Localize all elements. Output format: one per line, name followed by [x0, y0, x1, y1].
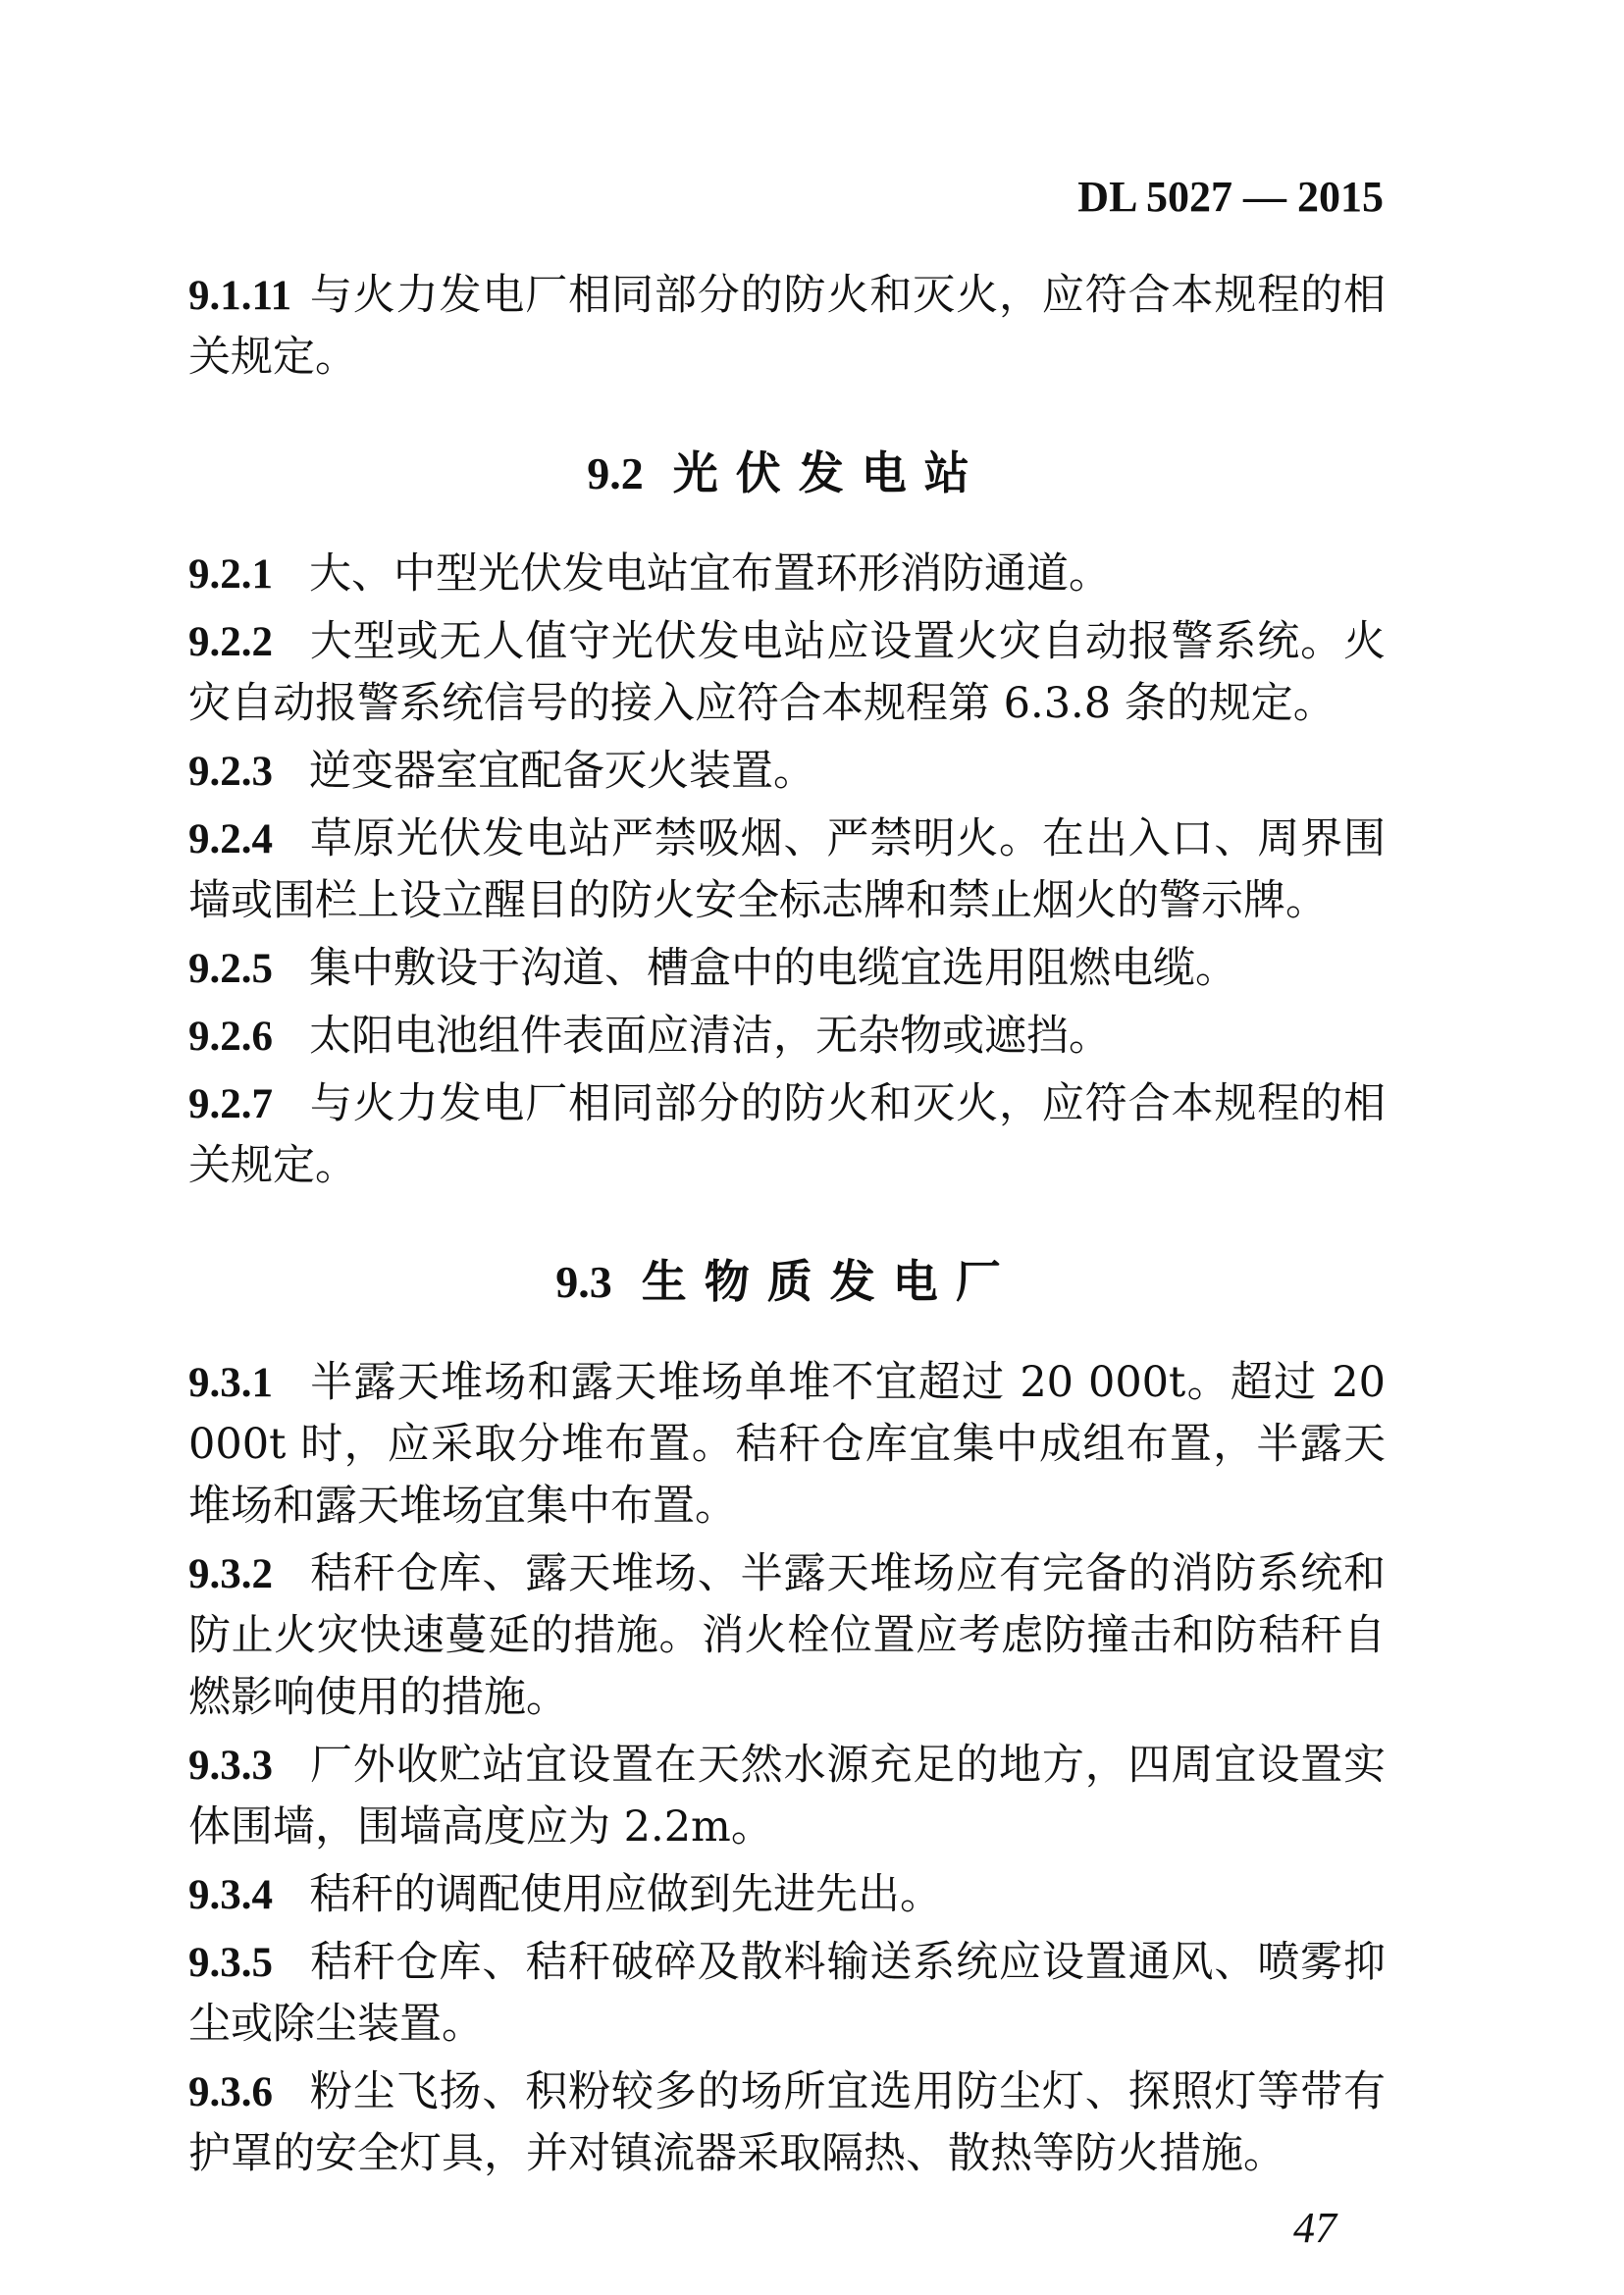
page-number: 47: [1293, 2204, 1336, 2252]
clause-9-3-2: [188, 1543, 1386, 1729]
clause-text: 与火力发电厂相同部分的防火和灭火，应符合本规程的相关规定。: [188, 1079, 1386, 1190]
clause-9-3-1: [188, 1352, 1386, 1538]
clause-number: 9.2.4: [188, 816, 273, 862]
section-heading-9-3: [188, 1246, 1386, 1311]
clause-number: 9.3.3: [188, 1743, 273, 1789]
clause-text: 大、中型光伏发电站宜布置环形消防通道。: [309, 549, 1111, 599]
section-number: 9.2: [587, 448, 644, 498]
clause-number: 9.2.7: [188, 1081, 273, 1127]
clause-text: 集中敷设于沟道、槽盒中的电缆宜选用阻燃电缆。: [309, 944, 1237, 993]
clause-9-3-4: [188, 1864, 1386, 1926]
clause-9-2-2: [188, 611, 1386, 735]
clause-number: 9.3.5: [188, 1940, 273, 1986]
clause-text: 厂外收贮站宜设置在天然水源充足的地方，四周宜设置实体围墙，围墙高度应为 2.2m。: [188, 1741, 1386, 1852]
clause-text: 草原光伏发电站严禁吸烟、严禁明火。在出入口、周界围墙或围栏上设立醒目的防火安全标志牌和禁止烟火的警示牌。: [188, 814, 1386, 925]
clause-number: 9.2.5: [188, 946, 273, 992]
clause-number: 9.2.6: [188, 1014, 273, 1060]
clause-text: 秸秆仓库、露天堆场、半露天堆场应有完备的消防系统和防止火灾快速蔓延的措施。消火栓位置应考虑防撞击和防秸秆自燃影响使用的措施。: [188, 1549, 1386, 1722]
clause-9-3-5: [188, 1932, 1386, 2056]
clause-9-2-4: [188, 808, 1386, 932]
clause-number: 9.3.1: [188, 1360, 273, 1406]
document-code-header: DL 5027 — 2015: [1077, 173, 1384, 221]
clause-9-3-6: [188, 2061, 1386, 2185]
clause-text: 粉尘飞扬、积粉较多的场所宜选用防尘灯、探照灯等带有护罩的安全灯具，并对镇流器采取隔热、散热等防火措施。: [188, 2067, 1386, 2178]
section-number: 9.3: [555, 1257, 612, 1307]
page-content: [188, 265, 1386, 2191]
clause-9-2-7: [188, 1073, 1386, 1197]
clause-number: 9.2.1: [188, 551, 273, 598]
clause-text: 与火力发电厂相同部分的防火和灭火，应符合本规程的相关规定。: [188, 271, 1386, 382]
clause-9-2-6: [188, 1006, 1386, 1068]
clause-9-1-11: [188, 265, 1386, 389]
clause-text: 秸秆的调配使用应做到先进先出。: [309, 1870, 942, 1919]
clause-text: 大型或无人值守光伏发电站应设置火灾自动报警系统。火灾自动报警系统信号的接入应符合本规程第 6.3.8 条的规定。: [188, 617, 1386, 728]
section-title: 生物质发电厂: [641, 1255, 1019, 1308]
clause-number: 9.2.3: [188, 749, 273, 795]
clause-number: 9.1.11: [188, 273, 292, 319]
clause-text: 秸秆仓库、秸秆破碎及散料输送系统应设置通风、喷雾抑尘或除尘装置。: [188, 1938, 1386, 2049]
clause-9-2-5: [188, 938, 1386, 1000]
clause-number: 9.2.2: [188, 619, 273, 665]
clause-9-2-3: [188, 741, 1386, 803]
clause-number: 9.3.6: [188, 2069, 273, 2115]
clause-text: 逆变器室宜配备灭火装置。: [309, 747, 815, 796]
section-title: 光伏发电站: [672, 446, 987, 499]
clause-number: 9.3.2: [188, 1551, 273, 1597]
clause-text: 太阳电池组件表面应清洁，无杂物或遮挡。: [309, 1012, 1111, 1061]
clause-number: 9.3.4: [188, 1872, 273, 1918]
clause-9-2-1: [188, 544, 1386, 605]
section-heading-9-2: [188, 438, 1386, 502]
clause-9-3-3: [188, 1735, 1386, 1858]
clause-text: 半露天堆场和露天堆场单堆不宜超过 20 000t。超过 20 000t 时，应采取分堆布置。秸秆仓库宜集中成组布置，半露天堆场和露天堆场宜集中布置。: [188, 1358, 1386, 1531]
